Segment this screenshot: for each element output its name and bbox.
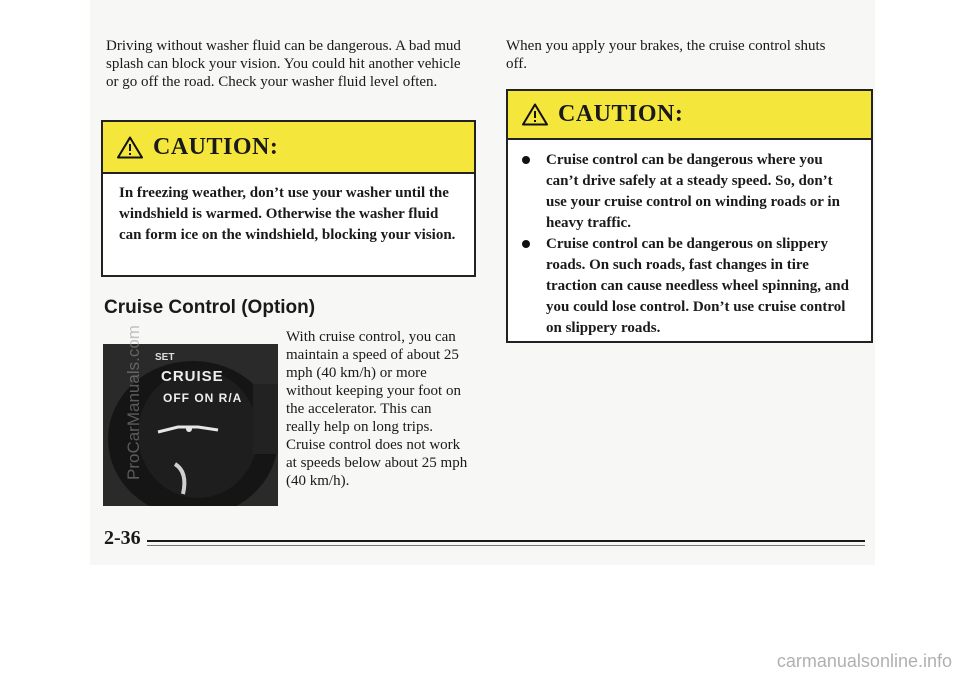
washer-fluid-paragraph: Driving without washer fluid can be dangerous. A bad mud splash can block your vision. You could hit another vehicle or go off the road. Check your washer fluid level often. [106,38,461,90]
caution-text-washer: In freezing weather, don’t use your washer until the windshield is warmed. Otherwise the washer fluid can form ice on the windshield, blocking your vision. [119,185,456,243]
caution-header [103,122,474,174]
bullet-icon [522,240,530,248]
footer-rule-thin [147,545,865,546]
caution-title: CAUTION: [558,101,684,127]
caution-box-cruise [506,89,873,343]
side-watermark-text: ProCarManuals.com [124,325,143,480]
caution-bullet-item [516,150,857,234]
cruise-control-paragraph: With cruise control, you can maintain a speed of about 25 mph (40 km/h) or more without keeping your foot on the accelerator. This can really help on long trips. Cruise control does not work at speeds below about 25 mph (40 km/h). [286,329,468,489]
bullet-icon [522,156,530,164]
brakes-paragraph: When you apply your brakes, the cruise control shuts off. [506,38,826,72]
caution-bullet-list [508,140,871,339]
caution-bullet-text: Cruise control can be dangerous on slippery roads. On such roads, fast changes in tire traction can cause needless wheel spinning, and you could lose control. Don’t use cruise control on slippery roads. [546,236,849,336]
photo-label-cruise: CRUISE [161,368,224,385]
side-watermark [98,100,158,500]
photo-label-off-on-ra: OFF ON R/A [163,391,243,405]
warning-triangle-icon [522,103,548,126]
bottom-watermark[interactable]: carmanualsonline.info [776,651,952,671]
caution-title: CAUTION: [153,133,279,160]
page-number: 2-36 [104,527,141,549]
caution-header [508,91,871,140]
photo-label-set: SET [155,352,175,363]
footer-rule [147,540,865,542]
caution-bullet-item [516,234,857,339]
section-title-cruise-control: Cruise Control (Option) [104,297,316,318]
caution-bullet-text: Cruise control can be dangerous where you can’t drive safely at a steady speed. So, don’t use your cruise control on winding roads or in heavy traffic. [546,152,840,231]
